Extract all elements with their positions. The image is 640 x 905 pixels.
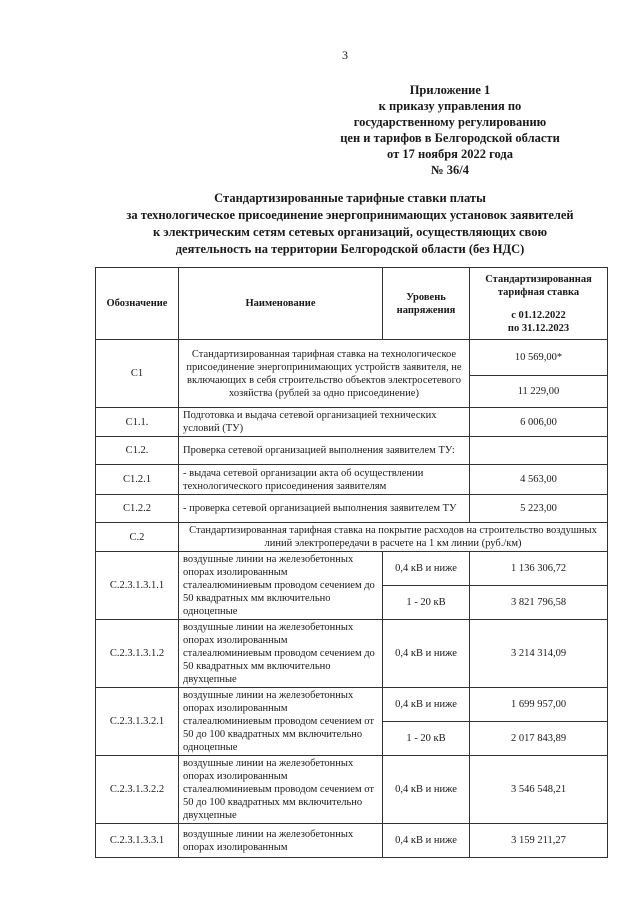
row-value: 1 136 306,72 [470,552,608,586]
title-line: Стандартизированные тарифные ставки платы [214,191,486,205]
row-value: 11 229,00 [470,376,608,408]
tariff-table [95,267,608,858]
row-voltage: 0,4 кВ и ниже [383,824,470,858]
row-code: С.2.3.1.3.2.1 [96,688,179,756]
table-row [96,523,608,552]
table-row [96,437,608,465]
title-line: к электрическим сетям сетевых организаций, осуществляющих свою [152,225,548,239]
table-row [96,620,608,688]
row-voltage: 0,4 кВ и ниже [383,688,470,722]
table-header-row [96,268,608,340]
row-name: - проверка сетевой организацией выполнения заявителем ТУ [179,495,470,523]
table-row [96,465,608,495]
header-rate-title: Стандартизированная тарифная ставка [485,273,592,298]
row-voltage: 0,4 кВ и ниже [383,552,470,586]
title-line: деятельность на территории Белгородской области (без НДС) [175,242,525,256]
row-value: 3 821 796,58 [470,586,608,620]
row-value: 6 006,00 [470,408,608,437]
table-row [96,756,608,824]
row-name: Проверка сетевой организацией выполнения заявителем ТУ: [179,437,470,465]
table-row [96,340,608,376]
row-name: воздушные линии на железобетонных опорах изолированным сталеалюминиевым проводом сечением от 50 до 100 квадратных мм включительно одноцепные [179,688,383,756]
appendix-line: цен и тарифов в Белгородской области [340,131,560,145]
row-name: Стандартизированная тарифная ставка на технологическое присоединение энергопринимающих устройств заявителя, не включающих в себя строительство объектов электросетевого хозяйства (рублей за одно присоединение) [179,340,470,408]
appendix-line: к приказу управления по [378,99,522,113]
row-value: 1 699 957,00 [470,688,608,722]
row-voltage: 1 - 20 кВ [383,586,470,620]
row-code: С1 [96,340,179,408]
row-voltage: 0,4 кВ и ниже [383,620,470,688]
row-value: 3 159 211,27 [470,824,608,858]
row-name: воздушные линии на железобетонных опорах изолированным сталеалюминиевым проводом сечением до 50 квадратных мм включительно двухцепные [179,620,383,688]
row-code: С.2 [96,523,179,552]
row-code: С1.1. [96,408,179,437]
appendix-line: государственному регулированию [353,115,547,129]
row-code: С.2.3.1.3.2.2 [96,756,179,824]
row-voltage: 0,4 кВ и ниже [383,756,470,824]
row-name: Стандартизированная тарифная ставка на покрытие расходов на строительство воздушных линий электропередачи в расчете на 1 км линии (руб./км) [179,523,608,552]
row-code: С.2.3.1.3.1.1 [96,552,179,620]
row-name: воздушные линии на железобетонных опорах изолированным сталеалюминиевым проводом сечением от 50 до 100 квадратных мм включительно двухцепные [179,756,383,824]
row-code: С1.2. [96,437,179,465]
appendix-header [300,82,600,178]
row-code: С.2.3.1.3.1.2 [96,620,179,688]
table-row [96,688,608,722]
table-row [96,552,608,586]
header-name: Наименование [179,268,383,340]
row-name: воздушные линии на железобетонных опорах изолированным сталеалюминиевым проводом сечением до 50 квадратных мм включительно одноцепные [179,552,383,620]
header-rate [470,268,608,340]
row-name: воздушные линии на железобетонных опорах изолированным [179,824,383,858]
table-row [96,495,608,523]
row-value: 3 214 314,09 [470,620,608,688]
row-value-empty [470,437,608,465]
row-code: С.2.3.1.3.3.1 [96,824,179,858]
row-name: - выдача сетевой организации акта об осуществлении технологического присоединения заявителям [179,465,470,495]
header-rate-to: по 31.12.2023 [507,322,570,334]
row-value: 2 017 843,89 [470,722,608,756]
appendix-line: от 17 ноября 2022 года [387,147,513,161]
header-voltage: Уровень напряжения [383,268,470,340]
row-value: 5 223,00 [470,495,608,523]
row-name: Подготовка и выдача сетевой организацией технических условий (ТУ) [179,408,470,437]
header-rate-from: с 01.12.2022 [511,309,566,321]
document-title [80,190,620,258]
appendix-line: Приложение 1 [409,83,491,97]
row-value: 3 546 548,21 [470,756,608,824]
appendix-line: № 36/4 [431,163,469,177]
title-line: за технологическое присоединение энергопринимающих установок заявителей [126,208,574,222]
row-value: 10 569,00* [470,340,608,376]
row-code: С1.2.2 [96,495,179,523]
table-row [96,824,608,858]
header-designation: Обозначение [96,268,179,340]
row-value: 4 563,00 [470,465,608,495]
page-number: 3 [342,48,348,62]
row-voltage: 1 - 20 кВ [383,722,470,756]
row-code: С1.2.1 [96,465,179,495]
table-row [96,408,608,437]
